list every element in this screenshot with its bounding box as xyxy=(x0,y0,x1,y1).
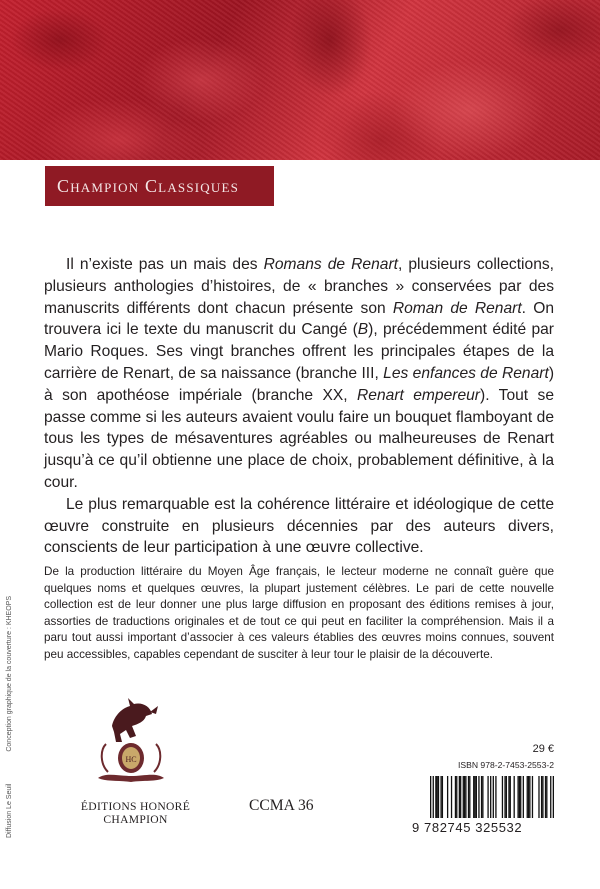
barcode-bar xyxy=(519,776,520,818)
blurb-paragraph-1 xyxy=(44,254,554,494)
barcode-bar xyxy=(437,776,438,818)
blurb-italic-title: Les enfances de Renart xyxy=(383,364,549,382)
barcode-bar xyxy=(550,776,551,818)
ean-barcode xyxy=(430,776,554,818)
barcode-bar xyxy=(545,776,546,818)
design-credit: Conception graphique de la couverture : KHEOPS xyxy=(6,595,13,752)
vertical-credits xyxy=(2,548,18,838)
barcode-bar xyxy=(520,776,521,818)
barcode-bar xyxy=(502,776,503,818)
barcode-bar xyxy=(514,776,515,818)
blurb-text-run: , plusieurs collections, plusieurs anthologies d’histoires, de « branches » conservées par des manuscrits différents dont chacun présente son xyxy=(44,256,554,317)
barcode-bar xyxy=(464,776,465,818)
barcode-bar xyxy=(542,776,543,818)
barcode-bar xyxy=(465,776,466,818)
barcode-bar xyxy=(474,776,475,818)
barcode-bar xyxy=(532,776,533,818)
barcode-bar xyxy=(527,776,528,818)
publisher-horse-logo xyxy=(92,686,170,796)
barcode-bar xyxy=(456,776,457,818)
svg-text:HC: HC xyxy=(125,755,137,764)
barcode-bar xyxy=(463,776,464,818)
series-title-box xyxy=(45,166,274,206)
barcode-bar xyxy=(469,776,470,818)
blurb-italic-title: Roman de Renart xyxy=(392,299,522,317)
series-title: Champion Classiques xyxy=(57,175,240,196)
price: 29 € xyxy=(532,743,554,755)
barcode-bar xyxy=(460,776,461,818)
blurb-italic-title: Renart empereur xyxy=(357,386,480,404)
barcode-bar xyxy=(490,776,491,818)
blurb-text-run: ), précédemment édité par Mario Roques. Ses vingt branches offrent les principales étapes de la carrière de Renart, de sa naissance (branche III, xyxy=(44,321,554,382)
blurb-text-run: . On trouvera ici le texte du manuscrit du Cangé ( xyxy=(44,299,554,339)
blurb-text-run: ) à son apothéose impériale (branche XX, xyxy=(44,364,555,404)
barcode-bar xyxy=(468,776,469,818)
barcode-bar xyxy=(495,776,496,818)
barcode-bar xyxy=(510,776,511,818)
barcode-bar xyxy=(473,776,474,818)
blurb-text-run: Il n’existe pas un mais des xyxy=(66,256,264,273)
barcode-bar xyxy=(523,776,524,818)
collection-code: CCMA 36 xyxy=(249,797,314,814)
barcode-bar xyxy=(435,776,436,818)
publisher-name: ÉDITIONS HONORÉ CHAMPION xyxy=(80,800,191,826)
barcode-bar xyxy=(553,776,554,818)
barcode-bar xyxy=(487,776,488,818)
barcode-bar xyxy=(481,776,482,818)
barcode-bar xyxy=(440,776,441,818)
barcode-bar xyxy=(493,776,494,818)
blurb-italic-title: Romans de Renart xyxy=(263,256,398,273)
barcode-bar xyxy=(504,776,505,818)
back-cover-blurb xyxy=(44,254,554,559)
barcode-bar xyxy=(433,776,434,818)
barcode-bar xyxy=(508,776,509,818)
barcode-bar xyxy=(506,776,507,818)
blurb-text-run: ). Tout se passe comme si les auteurs avaient voulu faire un bouquet flamboyant de tous les types de mésaventures agréables ou malheureuses de Renart jusqu’à ce qu’il obtienne une place de choix, probablement définitive, à la cour. xyxy=(44,386,555,491)
barcode-bar xyxy=(459,776,460,818)
barcode-bar xyxy=(546,776,547,818)
barcode-bar xyxy=(447,776,448,818)
diffusion-credit: Diffusion Le Seuil xyxy=(6,783,13,838)
barcode-bar xyxy=(451,776,452,818)
collection-description: De la production littéraire du Moyen Âge français, le lecteur moderne ne connaît guère que quelques noms et quelques œuvres, la plupart justement célèbres. Le pari de cette nouvelle collection est de leur donner une plus large diffusion en proposant des éditions remises à jour, assorties de traductions originales et de tout ce qui peut en faciliter la compréhension. Mais il a paru tout aussi important d’associer à ces valeurs établies des œuvres moins connues, souvent peu accessibles, capables cependant de susciter à leur tour le plaisir de la découverte. xyxy=(44,565,554,661)
barcode-bar xyxy=(482,776,483,818)
barcode-bar xyxy=(517,776,518,818)
isbn: ISBN 978-2-7453-2553-2 xyxy=(457,760,554,770)
blurb-italic-title: B xyxy=(357,321,369,339)
barcode-bar xyxy=(442,776,443,818)
barcode-bar xyxy=(538,776,539,818)
barcode-bar xyxy=(455,776,456,818)
barcode-bar xyxy=(528,776,529,818)
blurb-paragraph-2: Le plus remarquable est la cohérence littéraire et idéologique de cette œuvre construite en plusieurs décennies par des auteurs divers, conscients de leur participation à une œuvre collective. xyxy=(44,495,554,557)
ean-digits: 9 782745 325532 xyxy=(412,820,523,835)
barcode-bar xyxy=(541,776,542,818)
barcode-bar xyxy=(438,776,439,818)
barcode-bar xyxy=(529,776,530,818)
barcode-bar xyxy=(476,776,477,818)
barcode-bar xyxy=(478,776,479,818)
cover-banner-image xyxy=(0,0,600,160)
barcode-bar xyxy=(430,776,431,818)
